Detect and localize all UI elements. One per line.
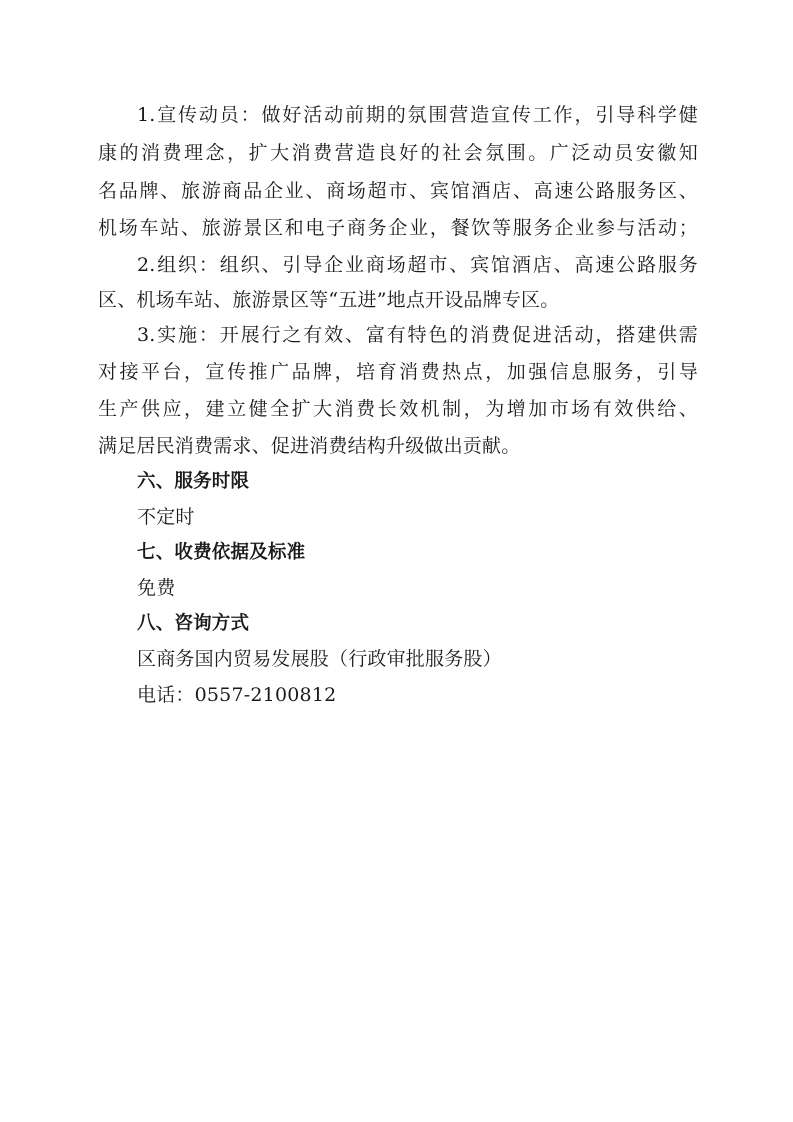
item1-line2: 康的消费理念，扩大消费营造良好的社会氛围。广泛动员安徽知 — [98, 142, 698, 164]
item3-line1: 3.实施：开展行之有效、富有特色的消费促进活动，搭建供需 — [137, 324, 698, 346]
fee-content: 免费 — [137, 577, 176, 599]
fee-heading: 七、收费依据及标准 — [137, 542, 306, 563]
item1-line4: 机场车站、旅游景区和电子商务企业，餐饮等服务企业参与活动； — [98, 217, 698, 239]
consult-department: 区商务国内贸易发展股（行政审批服务股） — [137, 648, 502, 670]
service-time-content: 不定时 — [137, 506, 195, 528]
consult-phone: 电话：0557-2100812 — [137, 684, 337, 706]
consult-heading: 八、咨询方式 — [137, 613, 250, 634]
item3-line4: 满足居民消费需求、促进消费结构升级做出贡献。 — [98, 435, 521, 457]
item2-line1: 2.组织：组织、引导企业商场超市、宾馆酒店、高速公路服务 — [137, 254, 698, 276]
item2-line2: 区、机场车站、旅游景区等“五进”地点开设品牌专区。 — [98, 289, 560, 311]
item3-line3: 生产供应，建立健全扩大消费长效机制，为增加市场有效供给、 — [98, 398, 698, 420]
service-time-heading: 六、服务时限 — [137, 471, 250, 492]
item1-line3: 名品牌、旅游商品企业、商场超市、宾馆酒店、高速公路服务区、 — [98, 180, 698, 202]
item1-line1: 1.宣传动员：做好活动前期的氛围营造宣传工作，引导科学健 — [137, 104, 698, 126]
item3-line2: 对接平台，宣传推广品牌，培育消费热点，加强信息服务，引导 — [98, 361, 698, 383]
